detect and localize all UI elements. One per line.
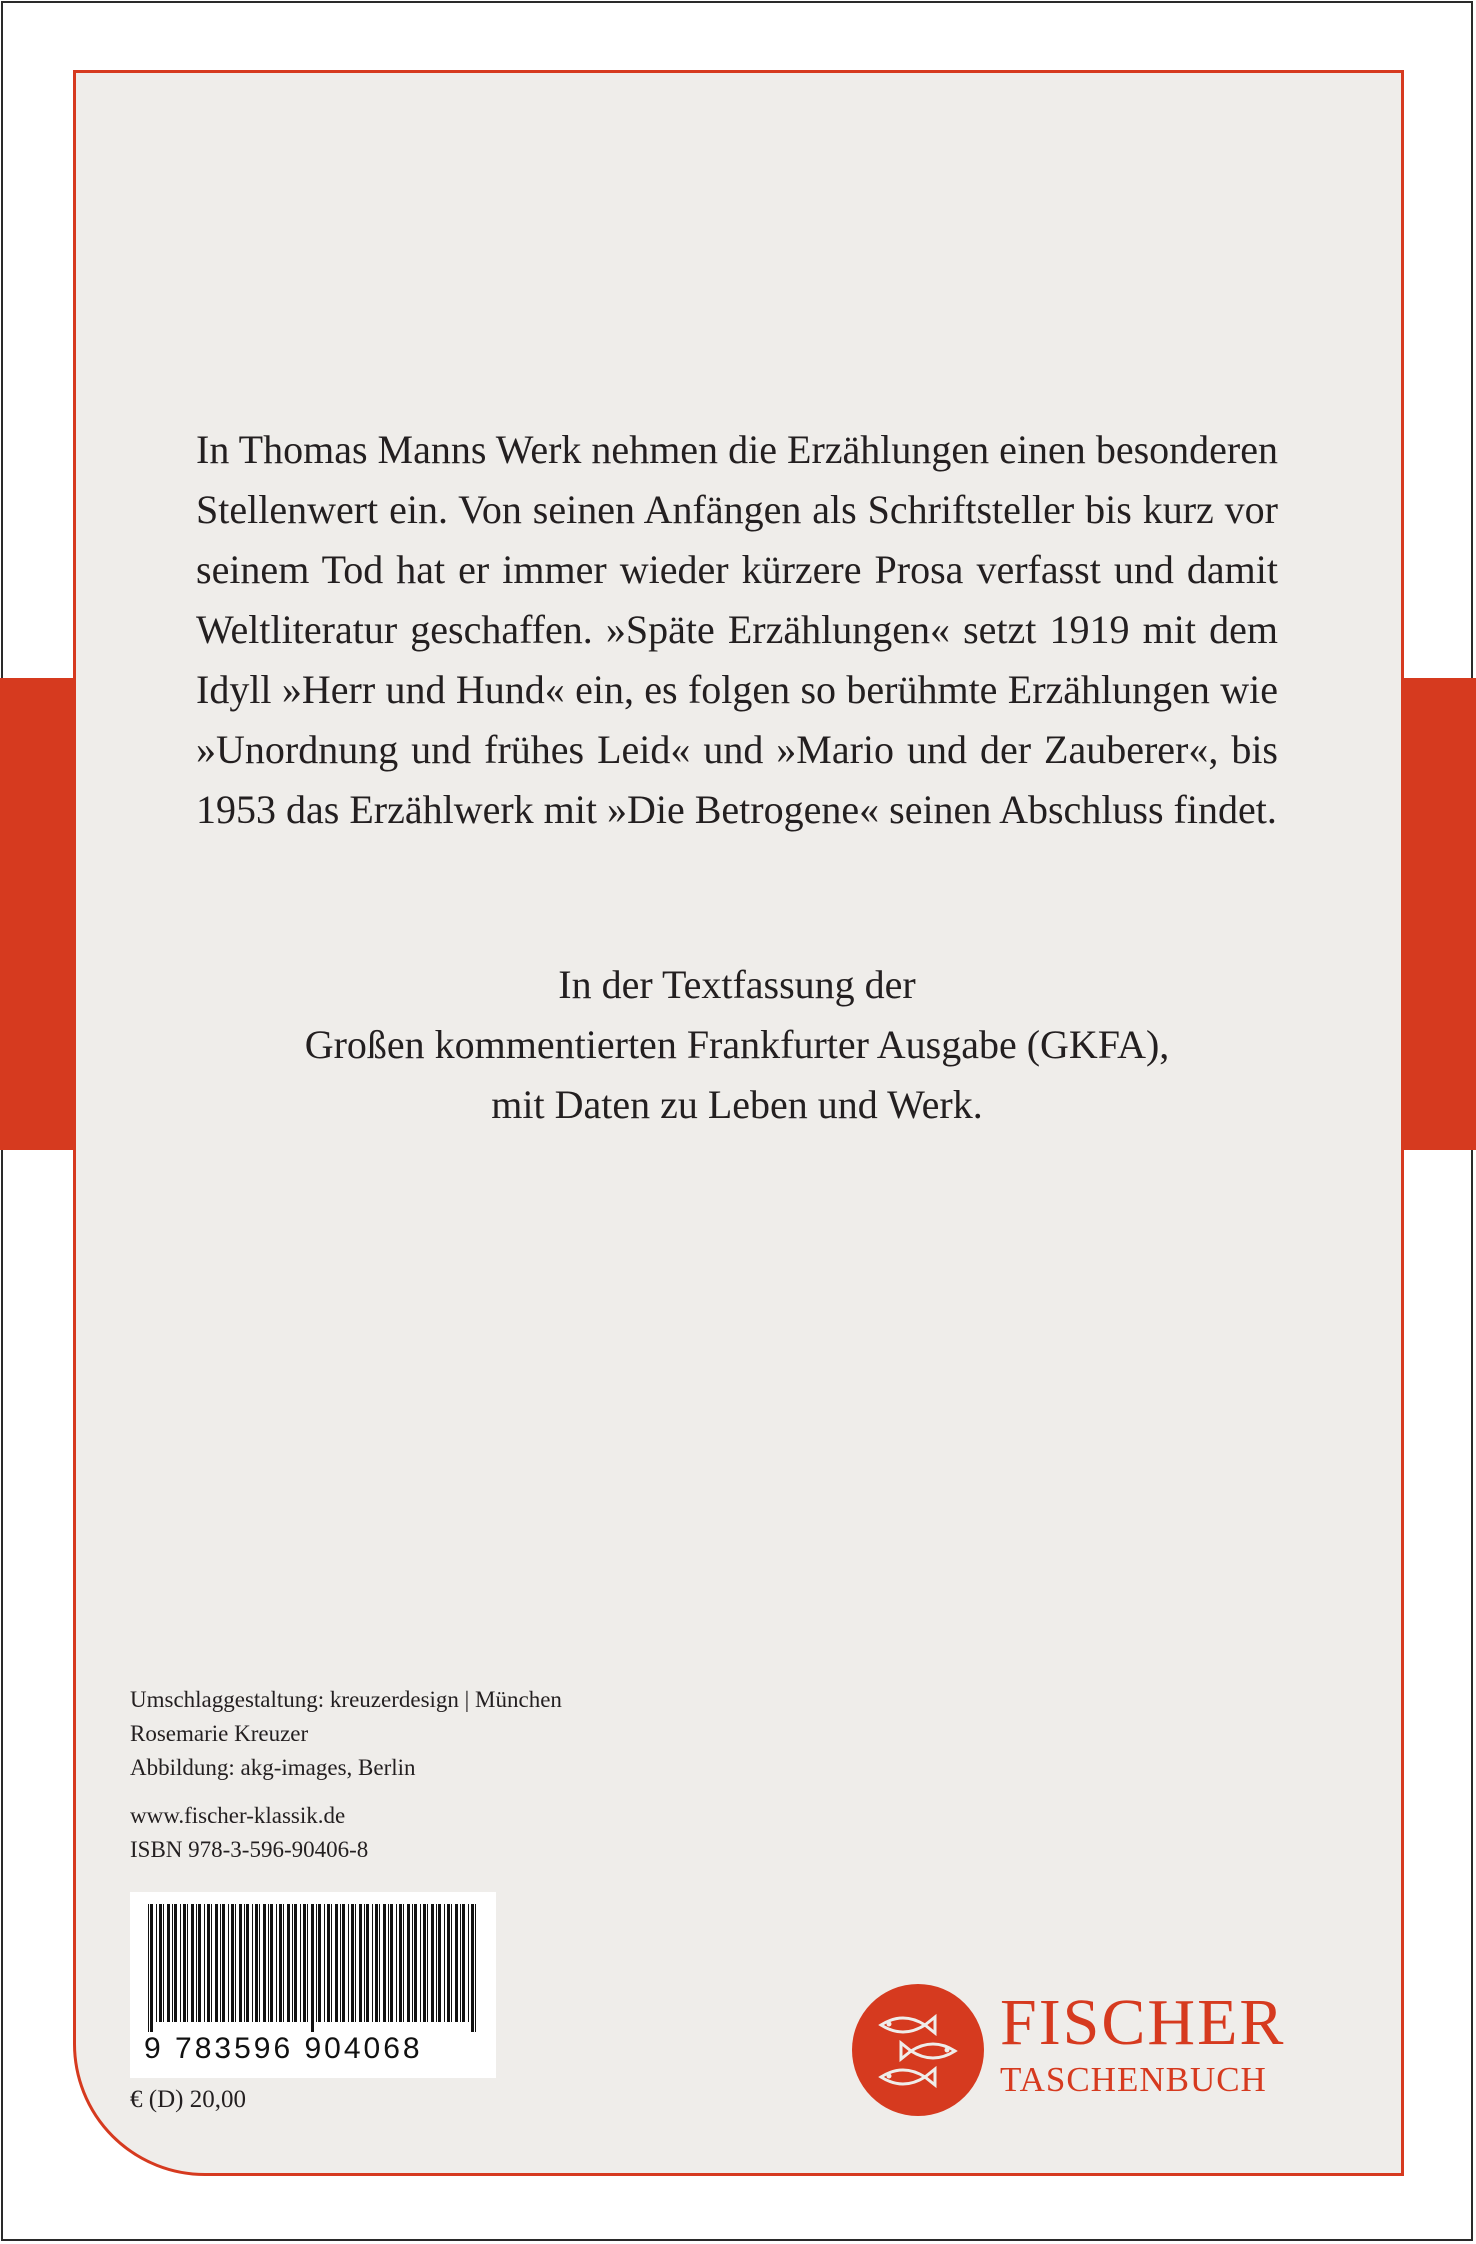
barcode-digits: 9 783596 904068 — [144, 2032, 423, 2065]
publisher-name: FISCHER — [1000, 1986, 1286, 2059]
edition-line-3: mit Daten zu Leben und Werk. — [491, 1082, 983, 1127]
website-link[interactable]: www.fischer-klassik.de — [130, 1803, 346, 1828]
illustration-credit: Abbildung: akg-images, Berlin — [130, 1755, 416, 1780]
credits-block — [130, 1683, 562, 1867]
publisher-imprint: TASCHENBUCH — [1000, 2060, 1267, 2099]
edition-line-1: In der Textfassung der — [558, 962, 916, 1007]
publisher-logo — [1000, 1986, 1286, 2100]
isbn-text: ISBN 978-3-596-90406-8 — [130, 1837, 369, 1862]
barcode — [130, 1892, 496, 2078]
price-label: € (D) 20,00 — [130, 2086, 246, 2113]
designer-credit: Rosemarie Kreuzer — [130, 1721, 309, 1746]
edition-note — [196, 955, 1278, 1135]
barcode-bars — [130, 1892, 496, 2032]
blurb-text: In Thomas Manns Werk nehmen die Erzählungen einen besonderen Stellenwert ein. Von seinen Anfängen als Schriftsteller bis kurz vor seinem Tod hat er immer wieder kürzere Prosa verfasst und damit Weltliteratur geschaffen. »Späte Erzählungen« setzt 1919 mit dem Idyll »Herr und Hund« ein, es folgen so berühmte Erzählungen wie »Unordnung und frühes Leid« und »Mario und der Zauberer«, bis 1953 das Erzählwerk mit »Die Betrogene« seinen Abschluss findet. — [196, 427, 1278, 832]
fish-logo-icon — [851, 1983, 985, 2117]
cover-design-credit: Umschlaggestaltung: kreuzerdesign | München — [130, 1687, 562, 1712]
edition-line-2: Großen kommentierten Frankfurter Ausgabe (GKFA), — [304, 1022, 1170, 1067]
